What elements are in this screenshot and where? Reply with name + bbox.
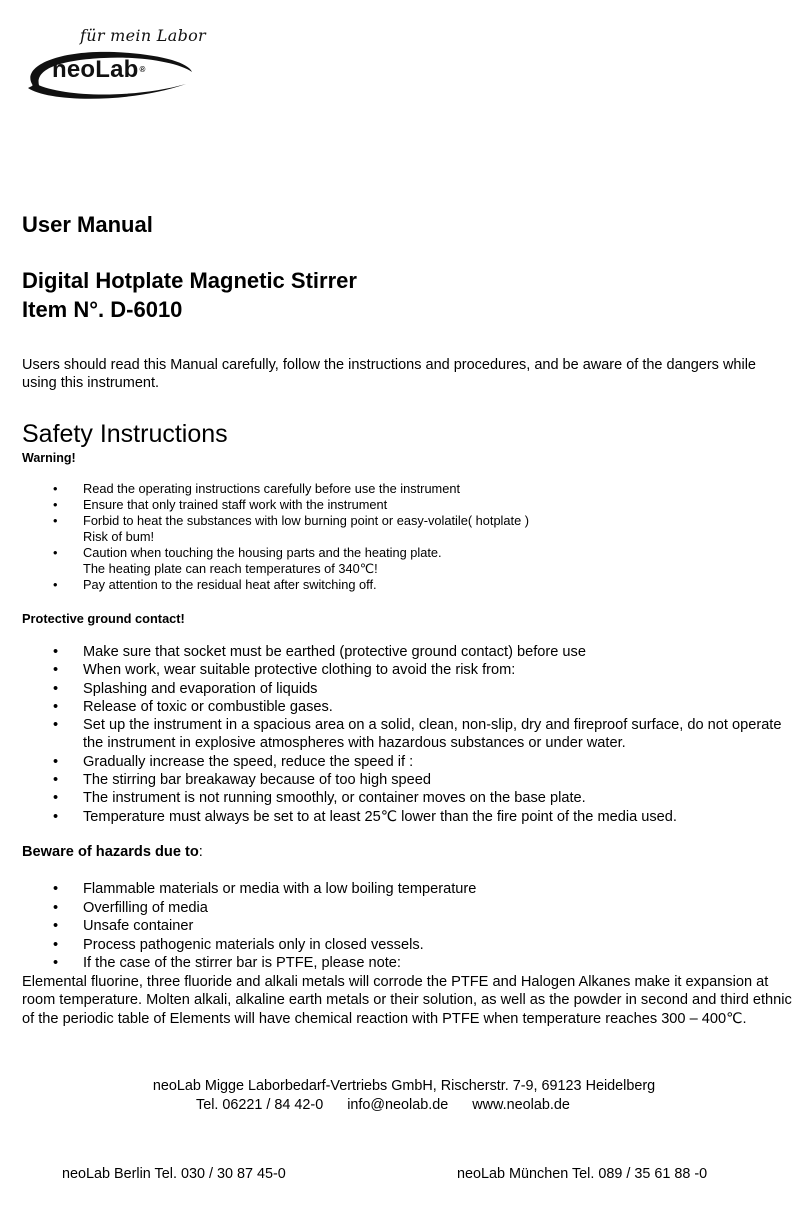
list-item: • Gradually increase the speed, reduce the speed if :	[22, 753, 792, 771]
footer-company-address: neoLab Migge Laborbedarf-Vertriebs GmbH, Rischerstr. 7-9, 69123 Heidelberg	[152, 1078, 656, 1094]
list-item: • When work, wear suitable protective clothing to avoid the risk from:	[22, 661, 792, 679]
logo-tagline: für mein Labor	[80, 26, 206, 45]
intro-paragraph: Users should read this Manual carefully, follow the instructions and procedures, and be aware of the dangers while using this instrument.	[22, 357, 756, 391]
list-item: • Forbid to heat the substances with low burning point or easy-volatile( hotplate ) Risk of bum!	[22, 513, 782, 545]
list-item: • If the case of the stirrer bar is PTFE, please note:	[22, 954, 792, 973]
list-item: • Overfilling of media	[22, 899, 792, 918]
list-item: • Flammable materials or media with a low boiling temperature	[22, 880, 792, 899]
list-item: • Set up the instrument in a spacious area on a solid, clean, non-slip, dry and fireproof surface, do not operate the instrument in explosive atmospheres with hazardous substances or under water.	[22, 716, 792, 753]
footer-contact	[196, 1096, 570, 1114]
list-item: • The instrument is not running smoothly, or container moves on the base plate.	[22, 789, 792, 807]
document-title: User Manual	[22, 212, 153, 237]
list-item: • The stirring bar breakaway because of too high speed	[22, 771, 792, 789]
footer-website: www.neolab.de	[472, 1097, 570, 1113]
ground-contact-list	[22, 643, 792, 826]
list-item: • Splashing and evaporation of liquids	[22, 680, 792, 698]
ptfe-note: Elemental fluorine, three fluoride and alkali metals will corrode the PTFE and Halogen Alkanes make it expansion at room temperature. Molten alkali, alkaline earth metals or their solution, as well as the powder in second and third ethnic of the periodic table of Elements will have chemical reaction with PTFE when temperature reaches 300 – 400℃.	[22, 974, 792, 1027]
safety-heading: Safety Instructions	[22, 420, 228, 448]
footer-phone: Tel. 06221 / 84 42-0	[196, 1097, 324, 1113]
list-item: • Pay attention to the residual heat after switching off.	[22, 577, 782, 593]
footer-muenchen-phone: neoLab München Tel. 089 / 35 61 88 -0	[457, 1166, 708, 1182]
product-name: Digital Hotplate Magnetic Stirrer	[22, 268, 357, 293]
ground-contact-heading: Protective ground contact!	[22, 611, 185, 626]
logo-wordmark: neoLab®	[52, 56, 146, 83]
list-item: • Caution when touching the housing parts and the heating plate. The heating plate can reach temperatures of 340℃!	[22, 545, 782, 577]
hazards-heading: Beware of hazards due to:	[22, 844, 203, 860]
list-item: • Release of toxic or combustible gases.	[22, 698, 792, 716]
list-item: • Unsafe container	[22, 917, 792, 936]
footer-berlin-phone: neoLab Berlin Tel. 030 / 30 87 45-0	[62, 1166, 286, 1182]
warning-label: Warning!	[22, 451, 76, 465]
list-item: • Process pathogenic materials only in closed vessels.	[22, 936, 792, 955]
list-item: • Read the operating instructions carefully before use the instrument	[22, 481, 782, 497]
list-item: • Temperature must always be set to at least 25℃ lower than the fire point of the media used.	[22, 808, 792, 826]
list-item: • Make sure that socket must be earthed (protective ground contact) before use	[22, 643, 792, 661]
product-item-number: Item N°. D-6010	[22, 297, 183, 322]
warning-list	[22, 481, 782, 593]
hazards-list	[22, 880, 792, 973]
list-item: • Ensure that only trained staff work with the instrument	[22, 497, 782, 513]
footer-email: info@neolab.de	[347, 1097, 449, 1113]
